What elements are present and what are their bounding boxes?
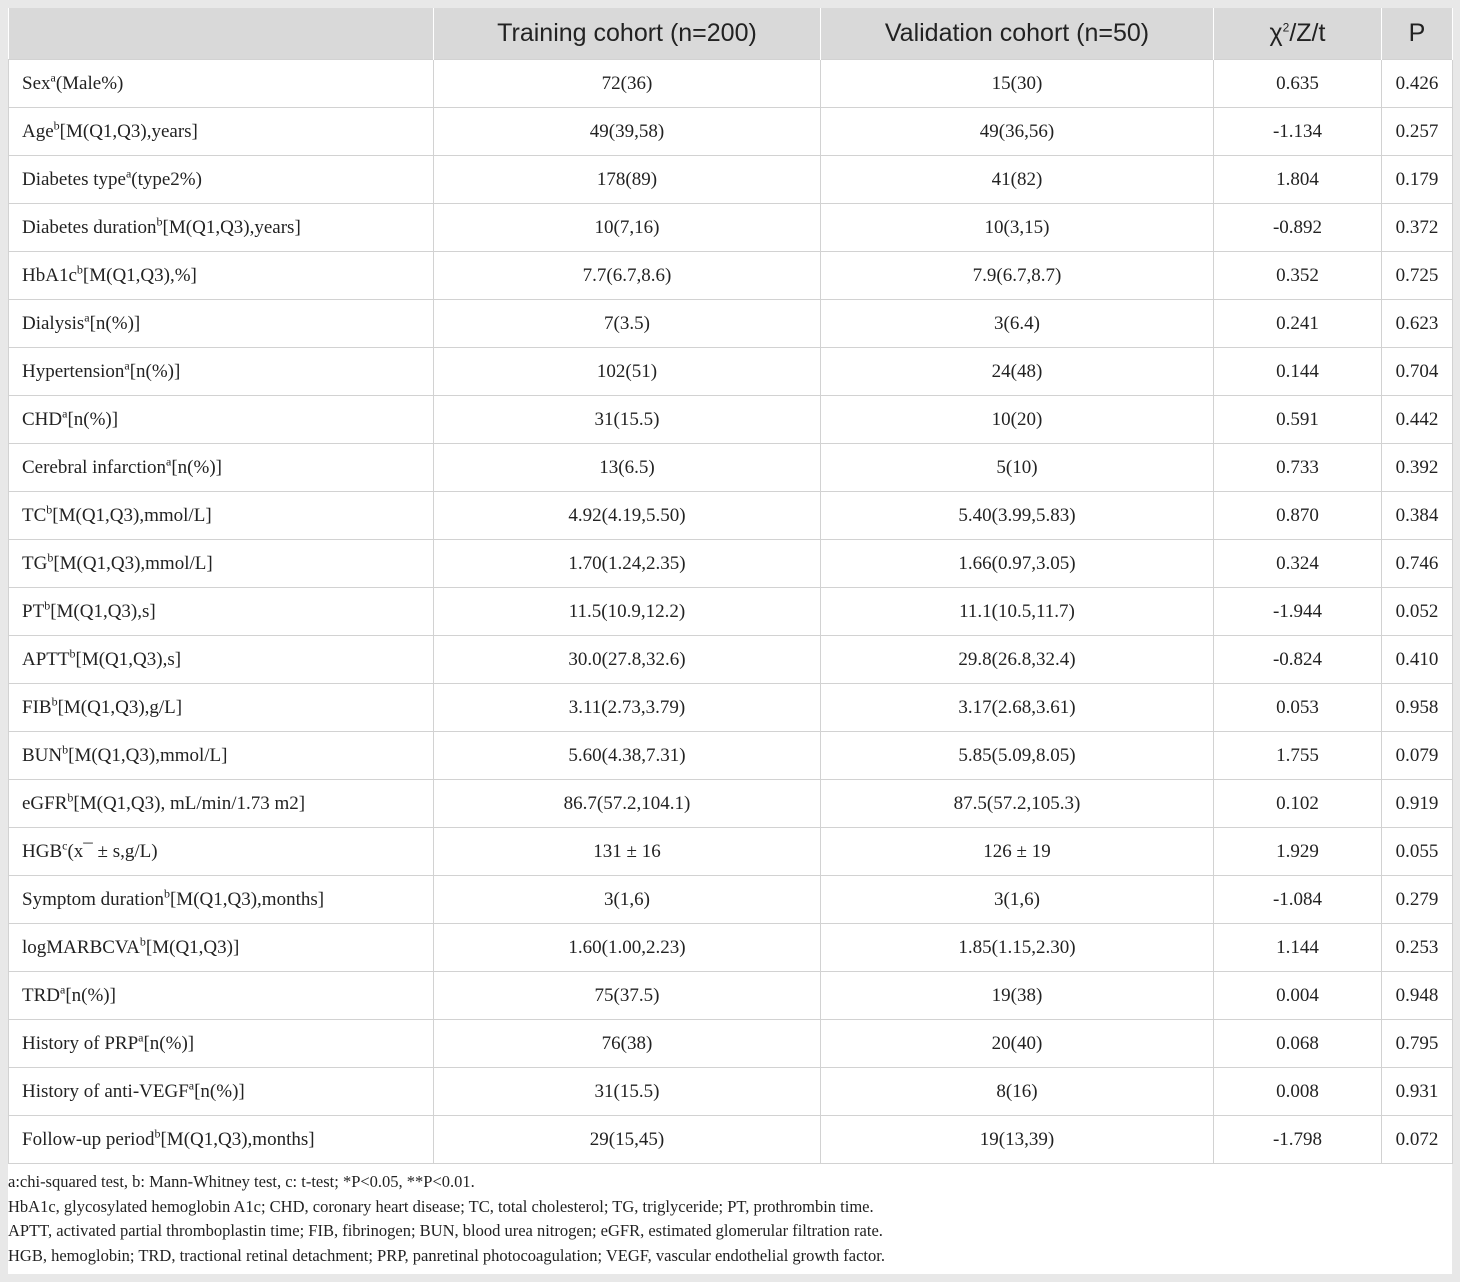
- statistic-value: 0.144: [1214, 348, 1382, 396]
- header-validation-cohort: Validation cohort (n=50): [821, 8, 1214, 60]
- row-label-name: Hypertension: [22, 360, 125, 382]
- row-label-name: History of PRP: [22, 1032, 139, 1054]
- statistic-value: 0.004: [1214, 972, 1382, 1020]
- table-row: [9, 156, 1453, 204]
- row-label: [9, 684, 434, 732]
- p-value: 0.384: [1382, 492, 1453, 540]
- row-label: [9, 876, 434, 924]
- row-label-superscript: a: [50, 70, 56, 85]
- row-label-superscript: b: [53, 118, 60, 133]
- training-value: 72(36): [434, 60, 821, 108]
- row-label-unit: [M(Q1,Q3),months]: [169, 888, 325, 910]
- row-label: [9, 1116, 434, 1164]
- row-label-unit: [M(Q1,Q3),mmol/L]: [53, 552, 213, 574]
- row-label-name: logMARBCVA: [22, 936, 140, 958]
- baseline-characteristics-table: [8, 8, 1453, 1164]
- statistic-value: -1.944: [1214, 588, 1382, 636]
- row-label-name: Dialysis: [22, 312, 85, 334]
- statistic-value: 0.591: [1214, 396, 1382, 444]
- row-label: [9, 1020, 434, 1068]
- validation-value: 19(13,39): [821, 1116, 1214, 1164]
- row-label-unit: (type2%): [131, 168, 202, 190]
- validation-value: 41(82): [821, 156, 1214, 204]
- table-row: [9, 828, 1453, 876]
- row-label-superscript: b: [67, 790, 74, 805]
- training-value: 102(51): [434, 348, 821, 396]
- row-label: [9, 252, 434, 300]
- row-label-superscript: b: [47, 550, 54, 565]
- validation-value: 24(48): [821, 348, 1214, 396]
- statistic-value: 1.144: [1214, 924, 1382, 972]
- row-label-name: Cerebral infarction: [22, 456, 167, 478]
- training-value: 131 ± 16: [434, 828, 821, 876]
- statistic-value: 0.008: [1214, 1068, 1382, 1116]
- row-label-name: CHD: [22, 408, 63, 430]
- row-label-unit: [M(Q1,Q3),mmol/L]: [52, 504, 212, 526]
- row-label-name: TRD: [22, 984, 60, 1006]
- statistic-value: -1.134: [1214, 108, 1382, 156]
- p-value: 0.919: [1382, 780, 1453, 828]
- training-value: 3(1,6): [434, 876, 821, 924]
- statistic-value: 1.804: [1214, 156, 1382, 204]
- row-label-unit: [M(Q1,Q3),years]: [59, 120, 198, 142]
- statistic-value: 0.241: [1214, 300, 1382, 348]
- validation-value: 3.17(2.68,3.61): [821, 684, 1214, 732]
- row-label-name: Diabetes type: [22, 168, 126, 190]
- row-label-superscript: b: [62, 742, 69, 757]
- p-value: 0.072: [1382, 1116, 1453, 1164]
- row-label: [9, 156, 434, 204]
- table-row: [9, 972, 1453, 1020]
- table-footnotes: [8, 1170, 1452, 1268]
- statistic-value: 0.068: [1214, 1020, 1382, 1068]
- training-value: 3.11(2.73,3.79): [434, 684, 821, 732]
- row-label: [9, 972, 434, 1020]
- footnote-abbrev-3: HGB, hemoglobin; TRD, tractional retinal detachment; PRP, panretinal photocoagulation; VEGF, vascular endothelial growth factor.: [8, 1245, 885, 1265]
- statistic-value: 0.324: [1214, 540, 1382, 588]
- table-row: [9, 348, 1453, 396]
- row-label-superscript: b: [139, 934, 146, 949]
- table-row: [9, 780, 1453, 828]
- p-value: 0.704: [1382, 348, 1453, 396]
- row-label-superscript: b: [46, 502, 53, 517]
- footnote-tests: a:chi-squared test, b: Mann-Whitney test, c: t-test; *P<0.05, **P<0.01.: [8, 1172, 475, 1191]
- statistic-value: -0.824: [1214, 636, 1382, 684]
- table-row: [9, 540, 1453, 588]
- p-value: 0.725: [1382, 252, 1453, 300]
- row-label-name: eGFR: [22, 792, 68, 814]
- row-label: [9, 204, 434, 252]
- table-row: [9, 588, 1453, 636]
- validation-value: 1.66(0.97,3.05): [821, 540, 1214, 588]
- training-value: 4.92(4.19,5.50): [434, 492, 821, 540]
- row-label-superscript: b: [76, 262, 83, 277]
- validation-value: 7.9(6.7,8.7): [821, 252, 1214, 300]
- validation-value: 19(38): [821, 972, 1214, 1020]
- validation-value: 3(1,6): [821, 876, 1214, 924]
- row-label-superscript: b: [44, 598, 51, 613]
- row-label-superscript: b: [51, 694, 58, 709]
- p-value: 0.392: [1382, 444, 1453, 492]
- training-value: 49(39,58): [434, 108, 821, 156]
- statistic-value: 0.053: [1214, 684, 1382, 732]
- row-label-superscript: a: [125, 166, 132, 181]
- row-label: [9, 108, 434, 156]
- p-value: 0.257: [1382, 108, 1453, 156]
- statistic-value: 0.870: [1214, 492, 1382, 540]
- p-value: 0.426: [1382, 60, 1453, 108]
- validation-value: 5(10): [821, 444, 1214, 492]
- table-row: [9, 636, 1453, 684]
- p-value: 0.746: [1382, 540, 1453, 588]
- p-value: 0.055: [1382, 828, 1453, 876]
- validation-value: 49(36,56): [821, 108, 1214, 156]
- training-value: 7.7(6.7,8.6): [434, 252, 821, 300]
- training-value: 1.60(1.00,2.23): [434, 924, 821, 972]
- row-label-superscript: b: [156, 214, 163, 229]
- row-label: [9, 540, 434, 588]
- header-row: [9, 8, 1453, 60]
- row-label-name: BUN: [22, 744, 63, 766]
- row-label-unit: [M(Q1,Q3),g/L]: [57, 696, 183, 718]
- row-label-name: HGB: [22, 840, 63, 862]
- row-label-name: Age: [22, 120, 54, 142]
- table-row: [9, 732, 1453, 780]
- row-label-unit: [n(%)]: [67, 408, 119, 430]
- table-row: [9, 204, 1453, 252]
- table-row: [9, 684, 1453, 732]
- validation-value: 15(30): [821, 60, 1214, 108]
- validation-value: 10(3,15): [821, 204, 1214, 252]
- validation-value: 5.40(3.99,5.83): [821, 492, 1214, 540]
- statistic-value: -1.798: [1214, 1116, 1382, 1164]
- row-label-superscript: a: [62, 406, 68, 421]
- validation-value: 87.5(57.2,105.3): [821, 780, 1214, 828]
- row-label-name: History of anti-VEGF: [22, 1080, 189, 1102]
- row-label-unit: (x¯ ± s,g/L): [67, 840, 158, 862]
- training-value: 29(15,45): [434, 1116, 821, 1164]
- row-label: [9, 636, 434, 684]
- header-training-cohort: Training cohort (n=200): [434, 8, 821, 60]
- row-label-name: Sex: [22, 72, 51, 94]
- p-value: 0.795: [1382, 1020, 1453, 1068]
- training-value: 11.5(10.9,12.2): [434, 588, 821, 636]
- table-row: [9, 1068, 1453, 1116]
- statistic-value: 0.635: [1214, 60, 1382, 108]
- row-label-unit: [M(Q1,Q3),mmol/L]: [68, 744, 228, 766]
- row-label: [9, 924, 434, 972]
- row-label-superscript: b: [163, 886, 170, 901]
- training-value: 5.60(4.38,7.31): [434, 732, 821, 780]
- row-label-name: Symptom duration: [22, 888, 164, 910]
- table-row: [9, 60, 1453, 108]
- table-row: [9, 492, 1453, 540]
- header-p-value: P: [1382, 8, 1453, 60]
- row-label-name: Follow-up period: [22, 1128, 155, 1150]
- p-value: 0.179: [1382, 156, 1453, 204]
- table-row: [9, 252, 1453, 300]
- training-value: 1.70(1.24,2.35): [434, 540, 821, 588]
- row-label-superscript: a: [124, 358, 130, 373]
- header-statistic: $\chi^2/Z/t$: [1214, 8, 1382, 60]
- table-row: [9, 396, 1453, 444]
- footnote-abbrev-2: APTT, activated partial thromboplastin time; FIB, fibrinogen; BUN, blood urea nitrogen; eGFR, estimated glomerular filtration rate.: [8, 1221, 883, 1240]
- row-label-unit: (Male%): [55, 72, 124, 94]
- row-label-superscript: c: [62, 838, 68, 853]
- row-label: [9, 492, 434, 540]
- training-value: 7(3.5): [434, 300, 821, 348]
- row-label: [9, 732, 434, 780]
- p-value: 0.410: [1382, 636, 1453, 684]
- validation-value: 1.85(1.15,2.30): [821, 924, 1214, 972]
- row-label-name: TC: [22, 504, 47, 526]
- table-row: [9, 108, 1453, 156]
- row-label: [9, 60, 434, 108]
- row-label-unit: [n(%)]: [89, 312, 141, 334]
- row-label-superscript: a: [60, 982, 66, 997]
- row-label: [9, 348, 434, 396]
- row-label-unit: [n(%)]: [143, 1032, 195, 1054]
- statistic-value: 1.755: [1214, 732, 1382, 780]
- statistic-value: 0.733: [1214, 444, 1382, 492]
- row-label-name: HbA1c: [22, 264, 77, 286]
- validation-value: 3(6.4): [821, 300, 1214, 348]
- row-label-superscript: a: [84, 310, 90, 325]
- table-row: [9, 1020, 1453, 1068]
- statistic-value: 1.929: [1214, 828, 1382, 876]
- row-label: [9, 300, 434, 348]
- row-label-unit: [M(Q1,Q3),s]: [50, 600, 156, 622]
- training-value: 30.0(27.8,32.6): [434, 636, 821, 684]
- row-label-unit: [M(Q1,Q3), mL/min/1.73 m2]: [73, 792, 306, 814]
- p-value: 0.253: [1382, 924, 1453, 972]
- table-row: [9, 300, 1453, 348]
- validation-value: 20(40): [821, 1020, 1214, 1068]
- row-label-unit: [M(Q1,Q3)]: [145, 936, 240, 958]
- validation-value: 8(16): [821, 1068, 1214, 1116]
- row-label-superscript: b: [69, 646, 76, 661]
- p-value: 0.958: [1382, 684, 1453, 732]
- training-value: 75(37.5): [434, 972, 821, 1020]
- row-label-unit: [M(Q1,Q3),months]: [160, 1128, 315, 1150]
- p-value: 0.372: [1382, 204, 1453, 252]
- validation-value: 29.8(26.8,32.4): [821, 636, 1214, 684]
- row-label: [9, 588, 434, 636]
- statistic-value: 0.352: [1214, 252, 1382, 300]
- row-label: [9, 828, 434, 876]
- header-variable: [9, 8, 434, 60]
- validation-value: 5.85(5.09,8.05): [821, 732, 1214, 780]
- training-value: 31(15.5): [434, 1068, 821, 1116]
- row-label-superscript: a: [188, 1078, 195, 1093]
- row-label-unit: [M(Q1,Q3),years]: [162, 216, 301, 238]
- row-label-name: Diabetes duration: [22, 216, 157, 238]
- statistic-value: -1.084: [1214, 876, 1382, 924]
- row-label-superscript: a: [166, 454, 172, 469]
- table-body: [9, 60, 1453, 1164]
- row-label-superscript: a: [138, 1030, 144, 1045]
- p-value: 0.623: [1382, 300, 1453, 348]
- row-label-name: PT: [22, 600, 45, 622]
- training-value: 13(6.5): [434, 444, 821, 492]
- row-label-unit: [n(%)]: [129, 360, 181, 382]
- row-label-unit: [n(%)]: [171, 456, 222, 478]
- validation-value: 11.1(10.5,11.7): [821, 588, 1214, 636]
- training-value: 76(38): [434, 1020, 821, 1068]
- p-value: 0.279: [1382, 876, 1453, 924]
- statistic-value: 0.102: [1214, 780, 1382, 828]
- table-row: [9, 924, 1453, 972]
- p-value: 0.948: [1382, 972, 1453, 1020]
- row-label-unit: [n(%)]: [194, 1080, 245, 1102]
- footnote-abbrev-1: HbA1c, glycosylated hemoglobin A1c; CHD, coronary heart disease; TC, total cholesterol; TG, triglyceride; PT, prothrombin time.: [8, 1196, 874, 1216]
- training-value: 86.7(57.2,104.1): [434, 780, 821, 828]
- row-label: [9, 1068, 434, 1116]
- p-value: 0.931: [1382, 1068, 1453, 1116]
- row-label-unit: [M(Q1,Q3),s]: [75, 648, 182, 670]
- statistic-value: -0.892: [1214, 204, 1382, 252]
- row-label-superscript: b: [154, 1126, 161, 1141]
- training-value: 178(89): [434, 156, 821, 204]
- training-value: 10(7,16): [434, 204, 821, 252]
- table-row: [9, 1116, 1453, 1164]
- row-label-unit: [M(Q1,Q3),%]: [82, 264, 197, 286]
- validation-value: 10(20): [821, 396, 1214, 444]
- row-label: [9, 396, 434, 444]
- row-label: [9, 780, 434, 828]
- training-value: 31(15.5): [434, 396, 821, 444]
- p-value: 0.442: [1382, 396, 1453, 444]
- row-label-name: TG: [22, 552, 48, 574]
- row-label: [9, 444, 434, 492]
- table-row: [9, 444, 1453, 492]
- p-value: 0.052: [1382, 588, 1453, 636]
- row-label-name: FIB: [22, 696, 52, 718]
- validation-value: 126 ± 19: [821, 828, 1214, 876]
- row-label-name: APTT: [22, 648, 70, 670]
- p-value: 0.079: [1382, 732, 1453, 780]
- row-label-unit: [n(%)]: [65, 984, 116, 1006]
- table-row: [9, 876, 1453, 924]
